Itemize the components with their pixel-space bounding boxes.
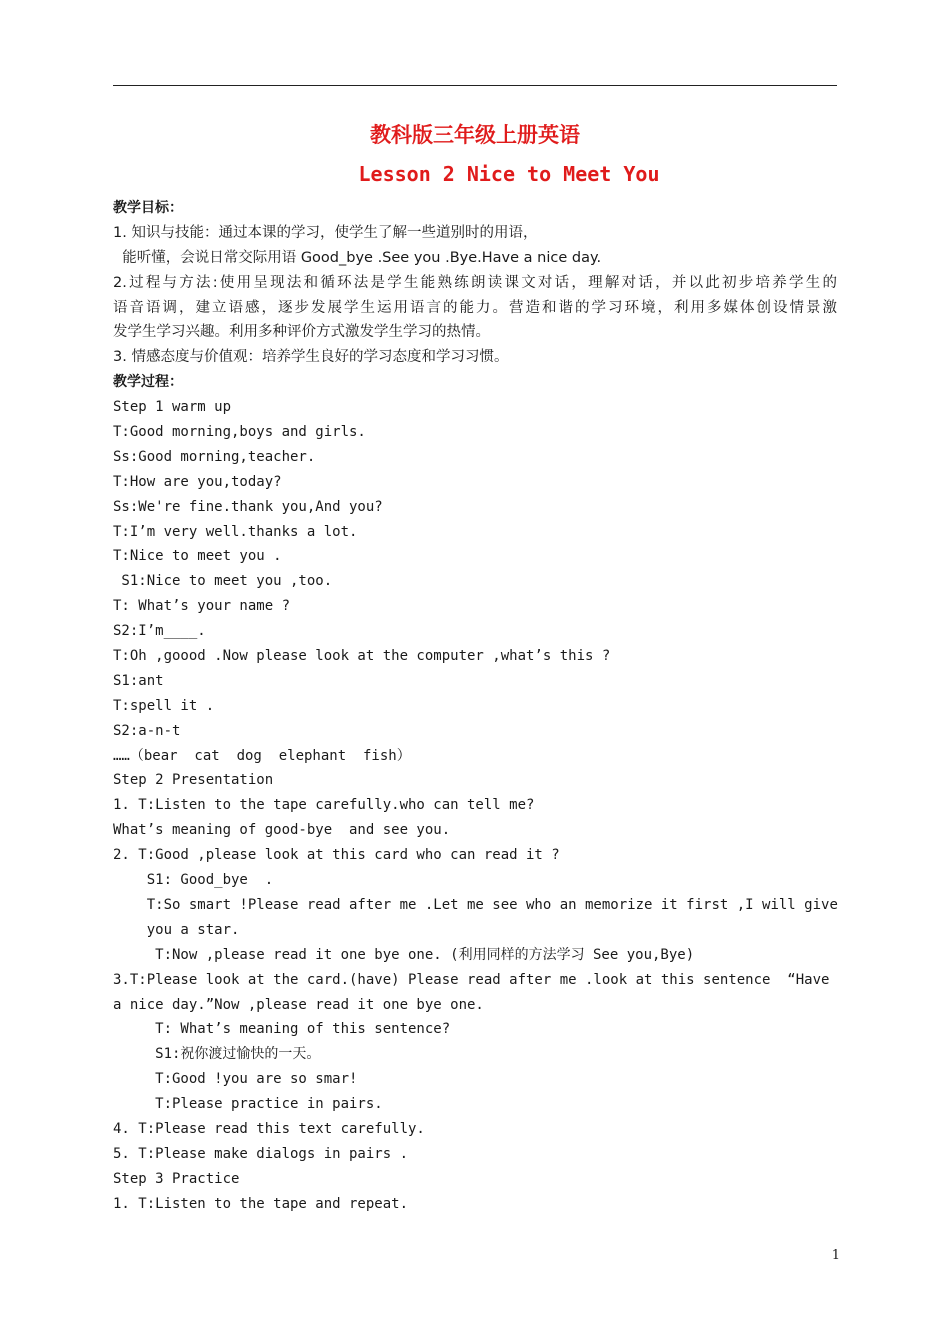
text-line: T:Nice to meet you .: [113, 548, 282, 565]
text-line: T:Please practice in pairs.: [113, 1096, 383, 1113]
document-title: 教科版三年级上册英语: [370, 123, 580, 147]
text-line: S1:Nice to meet you ,too.: [113, 573, 333, 590]
header-rule: [113, 85, 837, 86]
text-line: T:Good morning,boys and girls.: [113, 424, 366, 441]
text-line: S2:I’m____.: [113, 623, 206, 640]
text-line: you a star.: [113, 921, 240, 938]
text-line: Step 2 Presentation: [113, 772, 274, 789]
text-line: a nice day.”Now ,please read it one bye one.: [113, 996, 484, 1013]
text-line: T:Now ,please read it one bye one. (利用同样的方法学习 See you,Bye): [113, 946, 695, 963]
text-line: Ss:We're fine.thank you,And you?: [113, 498, 383, 515]
text-line: 1. 知识与技能：通过本课的学习，使学生了解一些道别时的用语，: [113, 224, 538, 241]
text-line: T: What’s your name ?: [113, 598, 291, 615]
text-line: T: What’s meaning of this sentence?: [113, 1021, 451, 1038]
text-line: ……（bear cat dog elephant fish）: [113, 747, 411, 764]
text-line: 教学过程：: [113, 374, 183, 391]
text-line: 1. T:Listen to the tape carefully.who can tell me?: [113, 797, 535, 814]
text-line: S1:祝你渡过愉快的一天。: [113, 1046, 321, 1063]
text-line: What’s meaning of good-bye and see you.: [113, 822, 451, 839]
text-line: 教学目标：: [113, 200, 183, 216]
text-line: 2. T:Good ,please look at this card who can read it ?: [113, 847, 560, 864]
text-line: T:Good !you are so smar!: [113, 1071, 358, 1088]
text-line: T:How are you,today?: [113, 473, 282, 490]
document-body: [113, 196, 837, 1217]
text-line: T:So smart !Please read after me .Let me see who an memorize it first ,I will give: [113, 896, 838, 913]
text-line: 发学生学习兴趣。利用多种评价方式激发学生学习的热情。: [113, 324, 490, 341]
page-number: 1: [831, 1248, 840, 1263]
text-line: T:I’m very well.thanks a lot.: [113, 523, 358, 540]
text-line: 5. T:Please make dialogs in pairs .: [113, 1145, 409, 1162]
text-line: S1: Good_bye .: [113, 872, 274, 889]
text-line: Step 3 Practice: [113, 1170, 240, 1187]
text-line: 3. 情感态度与价值观：培养学生良好的学习态度和学习习惯。: [113, 349, 509, 366]
text-line: 3.T:Please look at the card.(have) Please read after me .look at this sentence “Have: [113, 971, 830, 988]
text-line: 4. T:Please read this text carefully.: [113, 1120, 425, 1137]
text-line: Step 1 warm up: [113, 399, 232, 416]
text-line: T:spell it .: [113, 697, 215, 714]
text-line: Ss:Good morning,teacher.: [113, 448, 316, 465]
lesson-title: Lesson 2 Nice to Meet You: [358, 162, 660, 186]
text-line: T:Oh ,goood .Now please look at the computer ,what’s this ?: [113, 648, 611, 665]
text-line: S2:a-n-t: [113, 722, 181, 739]
text-line: 能听懂，会说日常交际用语 Good_bye .See you .Bye.Have a nice day.: [113, 249, 602, 266]
text-line: S1:ant: [113, 672, 164, 689]
text-line: 1. T:Listen to the tape and repeat.: [113, 1195, 409, 1212]
text-line: 语音语调，建立语感，逐步发展学生运用语言的能力。营造和谐的学习环境，利用多媒体创设情景激: [113, 299, 837, 316]
text-line: 2.过程与方法:使用呈现法和循环法是学生能熟练朗读课文对话，理解对话，并以此初步培养学生的: [113, 274, 837, 291]
